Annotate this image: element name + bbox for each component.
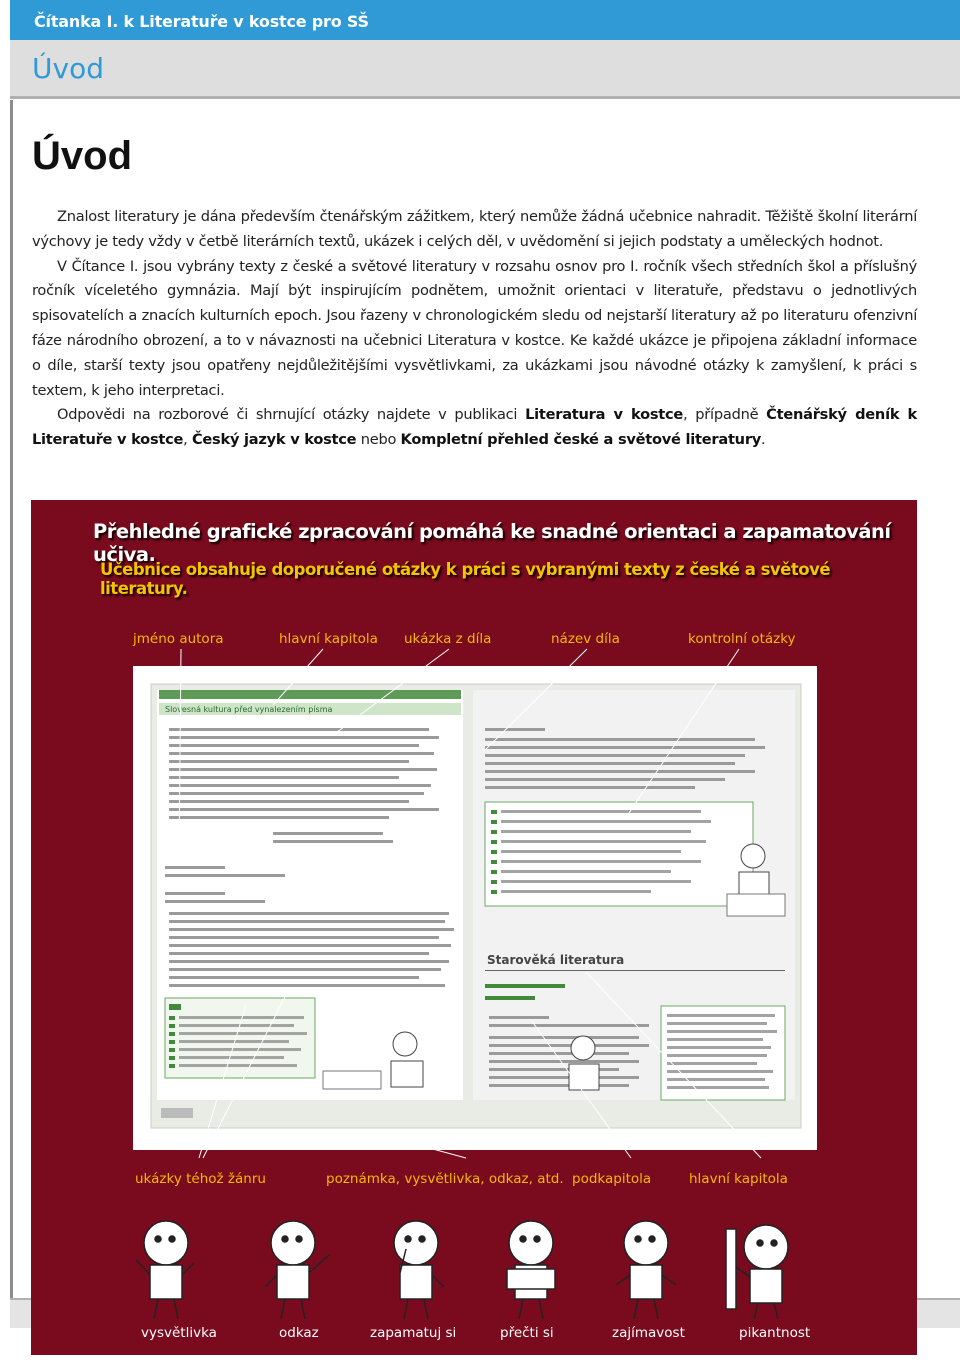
mascot-row — [31, 1215, 917, 1325]
intro-sentence-a: Znalost literatury je dána především čtenářským zážitkem, který nemůže žádná učebnice nahradit. Těžiště školní literární výchovy je tedy vždy v četbě literárních textů, ukázek i celých děl, v uvědomění si jejich podstaty a uměleckých hodnot. — [32, 208, 917, 250]
intro-paragraph-2 — [32, 403, 917, 453]
promo-slogan-2: Učebnice obsahuje doporučené otázky k práci s vybranými texty z české a světové literatury. — [100, 560, 831, 598]
section-bar — [10, 40, 960, 99]
mascot-explanation-icon — [136, 1221, 194, 1319]
icon-label-explanation: vysvětlivka — [141, 1325, 217, 1341]
preview-left-header: Slovesná kultura před vynalezením písma — [165, 705, 333, 714]
p2-book-2: Čtenářský deník k Literatuře v kostce — [32, 406, 918, 449]
p2-text: Odpovědi na rozborové či shrnující otázky najdete v publikaci — [57, 406, 526, 424]
label-subchapter: podkapitola — [572, 1171, 652, 1187]
label-same-genre: ukázky téhož žánru — [135, 1171, 266, 1187]
p2-text: nebo — [356, 431, 401, 449]
preview-right-heading: Starověká literatura — [487, 953, 625, 967]
breadcrumb: Čítanka I. k Literatuře v kostce pro SŠ — [34, 12, 369, 31]
label-author-name: jméno autora — [133, 631, 224, 647]
p2-book-3: Český jazyk v kostce — [191, 431, 357, 449]
label-main-chapter: hlavní kapitola — [279, 631, 378, 647]
book-spread-preview — [133, 666, 817, 1150]
icon-label-gossip: pikantnost — [739, 1325, 811, 1341]
label-work-title: název díla — [551, 631, 620, 647]
p2-text: , — [183, 431, 192, 449]
icon-label-curiosity: zajímavost — [612, 1325, 685, 1341]
p2-text: . — [761, 431, 766, 449]
label-excerpt: ukázka z díla — [404, 631, 492, 647]
label-main-chapter-2: hlavní kapitola — [689, 1171, 788, 1187]
mascot-gossip-icon — [726, 1225, 788, 1319]
title-bar — [10, 0, 960, 40]
book-spread-illustration — [133, 666, 817, 1150]
intro-paragraph-1 — [32, 205, 917, 403]
promo-panel — [31, 500, 917, 1355]
mascot-reference-icon — [265, 1221, 329, 1319]
icon-label-reference: odkaz — [279, 1325, 319, 1341]
label-note: poznámka, vysvětlivka, odkaz, atd. — [326, 1171, 564, 1187]
intro-text — [32, 205, 917, 453]
page-title: Úvod — [32, 134, 132, 178]
p2-book-4: Kompletní přehled české a světové literatury — [400, 431, 762, 449]
label-control-questions: kontrolní otázky — [688, 631, 796, 647]
icon-label-read: přečti si — [500, 1325, 554, 1341]
icon-label-remember: zapamatuj si — [370, 1325, 457, 1341]
mascot-remember-icon — [394, 1221, 444, 1319]
section-title: Úvod — [32, 52, 104, 85]
p2-text: , případně — [683, 406, 767, 424]
intro-sentence-b: V Čítance I. jsou vybrány texty z české a světové literatury v rozsahu osnov pro I. ročník všech středních škol a příslušný ročník víceletého gymnázia. Mají být inspirujícím podnětem, umožnit orientaci v literatuře, představu o jednotlivých spisovatelích a znacích kulturních epoch. Jsou řazeny v chronologickém sledu od nejstarší literatury až po literaturu ofenzivní fáze národního obrození, a to v návaznosti na učebnici Literatura v kostce. Ke každé ukázce je připojena základní informace o díle, starší texty jsou opatřeny nejdůležitějšími vysvětlivkami, za ukázkami jsou návodné otázky k zamyšlení, k práci s textem, k jeho interpretaci. — [32, 257, 917, 399]
promo-slogan-1: Přehledné grafické zpracování pomáhá ke snadné orientaci a zapamatování učiva. — [93, 520, 891, 566]
mascot-curiosity-icon — [616, 1221, 676, 1319]
p2-book-1: Literatura v kostce — [525, 406, 684, 424]
mascot-read-icon — [507, 1221, 555, 1319]
